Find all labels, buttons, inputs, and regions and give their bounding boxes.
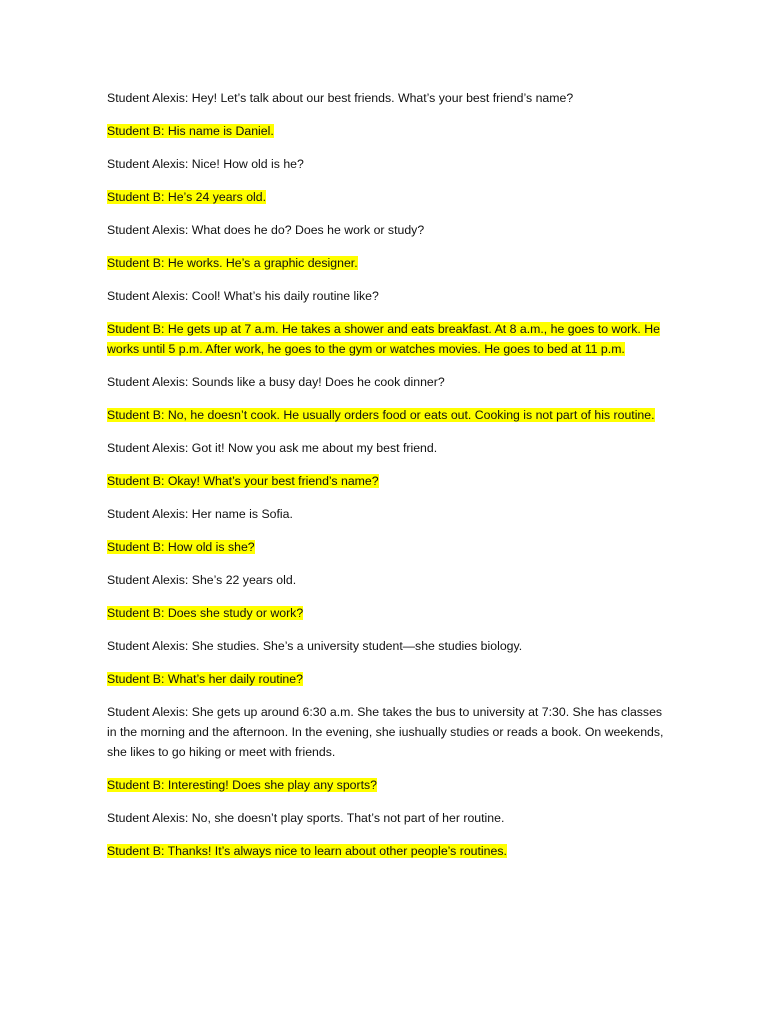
dialogue-line-student-b <box>107 405 667 425</box>
dialogue-line-student-b <box>107 775 667 795</box>
dialogue-line-text: Student Alexis: Nice! How old is he? <box>107 157 304 171</box>
dialogue-line-student-alexis <box>107 220 667 240</box>
dialogue-line-student-alexis <box>107 286 667 306</box>
dialogue-line-text: Student B: What’s her daily routine? <box>107 672 303 686</box>
dialogue-line-text: Student B: He gets up at 7 a.m. He takes a shower and eats breakfast. At 8 a.m., he goes to work. He works until 5 p.m. After work, he goes to the gym or watches movies. He goes to bed at 11 p.m. <box>107 322 660 356</box>
dialogue-line-student-b <box>107 187 667 207</box>
dialogue-line-student-alexis <box>107 438 667 458</box>
dialogue-line-student-b <box>107 841 667 861</box>
dialogue-line-text: Student Alexis: Got it! Now you ask me about my best friend. <box>107 441 438 455</box>
dialogue-line-student-b <box>107 253 667 273</box>
dialogue-line-student-b <box>107 471 667 491</box>
dialogue-line-text: Student B: Interesting! Does she play any sports? <box>107 778 378 792</box>
dialogue-line-student-b <box>107 319 667 359</box>
dialogue-line-text: Student Alexis: She studies. She’s a university student—she studies biology. <box>107 639 523 653</box>
dialogue-line-text: Student Alexis: What does he do? Does he work or study? <box>107 223 425 237</box>
dialogue-line-text: Student B: Thanks! It’s always nice to learn about other people’s routines. <box>107 844 507 858</box>
dialogue-line-student-alexis <box>107 702 667 762</box>
dialogue-line-text: Student Alexis: Hey! Let’s talk about our best friends. What’s your best friend’s name? <box>107 91 574 105</box>
dialogue-line-student-alexis <box>107 372 667 392</box>
dialogue-line-student-alexis <box>107 504 667 524</box>
dialogue-line-student-b <box>107 537 667 557</box>
dialogue-line-text: Student B: He works. He’s a graphic designer. <box>107 256 358 270</box>
dialogue-line-text: Student Alexis: She’s 22 years old. <box>107 573 297 587</box>
dialogue-line-student-alexis <box>107 570 667 590</box>
dialogue-line-text: Student B: Does she study or work? <box>107 606 304 620</box>
dialogue-line-student-alexis <box>107 88 667 108</box>
dialogue-line-student-alexis <box>107 154 667 174</box>
dialogue-line-text: Student B: His name is Daniel. <box>107 124 274 138</box>
dialogue-line-text: Student B: How old is she? <box>107 540 255 554</box>
dialogue-line-text: Student Alexis: Her name is Sofia. <box>107 507 293 521</box>
dialogue-line-student-alexis <box>107 636 667 656</box>
dialogue-line-text: Student Alexis: No, she doesn’t play sports. That’s not part of her routine. <box>107 811 505 825</box>
dialogue-line-text: Student B: Okay! What’s your best friend’s name? <box>107 474 379 488</box>
dialogue-line-student-b <box>107 121 667 141</box>
dialogue-line-text: Student B: No, he doesn’t cook. He usually orders food or eats out. Cooking is not part of his routine. <box>107 408 655 422</box>
dialogue-line-text: Student Alexis: Sounds like a busy day! Does he cook dinner? <box>107 375 445 389</box>
dialogue-line-text: Student Alexis: She gets up around 6:30 a.m. She takes the bus to university at 7:30. She has classes in the morning and the afternoon. In the evening, she iushually studies or reads a book. On weekends, she likes to go hiking or meet with friends. <box>107 705 664 759</box>
dialogue-line-text: Student Alexis: Cool! What’s his daily routine like? <box>107 289 379 303</box>
dialogue-line-text: Student B: He’s 24 years old. <box>107 190 267 204</box>
dialogue-body <box>107 88 667 874</box>
dialogue-line-student-b <box>107 669 667 689</box>
dialogue-line-student-alexis <box>107 808 667 828</box>
dialogue-line-student-b <box>107 603 667 623</box>
